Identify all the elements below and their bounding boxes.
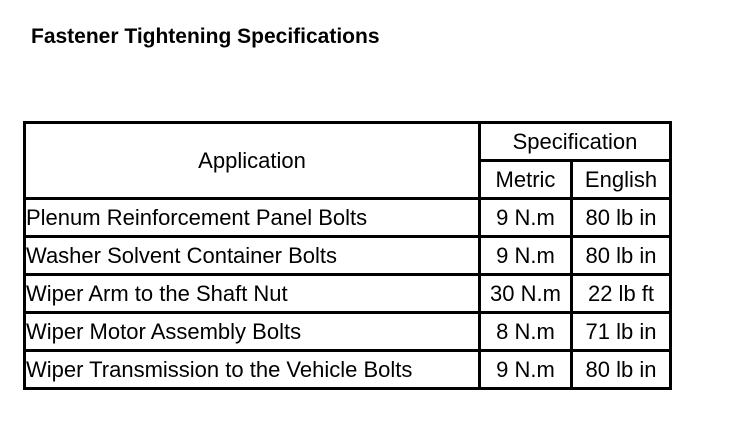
english-cell: 80 lb in [572, 199, 671, 237]
application-cell: Wiper Transmission to the Vehicle Bolts [25, 351, 480, 389]
table-row [25, 237, 671, 275]
table-row [25, 275, 671, 313]
fastener-spec-table [23, 121, 672, 390]
english-cell: 71 lb in [572, 313, 671, 351]
metric-cell: 9 N.m [480, 237, 572, 275]
column-header-english: English [572, 161, 671, 199]
english-cell: 80 lb in [572, 237, 671, 275]
application-cell: Plenum Reinforcement Panel Bolts [25, 199, 480, 237]
metric-cell: 9 N.m [480, 351, 572, 389]
table-row [25, 199, 671, 237]
table-row [25, 313, 671, 351]
metric-cell: 9 N.m [480, 199, 572, 237]
table-header-row [25, 123, 671, 161]
metric-cell: 8 N.m [480, 313, 572, 351]
table-row [25, 351, 671, 389]
application-cell: Washer Solvent Container Bolts [25, 237, 480, 275]
column-header-specification: Specification [480, 123, 671, 161]
english-cell: 22 lb ft [572, 275, 671, 313]
page-title: Fastener Tightening Specifications [31, 25, 380, 48]
application-cell: Wiper Motor Assembly Bolts [25, 313, 480, 351]
metric-cell: 30 N.m [480, 275, 572, 313]
application-cell: Wiper Arm to the Shaft Nut [25, 275, 480, 313]
column-header-metric: Metric [480, 161, 572, 199]
column-header-application: Application [25, 123, 480, 199]
english-cell: 80 lb in [572, 351, 671, 389]
